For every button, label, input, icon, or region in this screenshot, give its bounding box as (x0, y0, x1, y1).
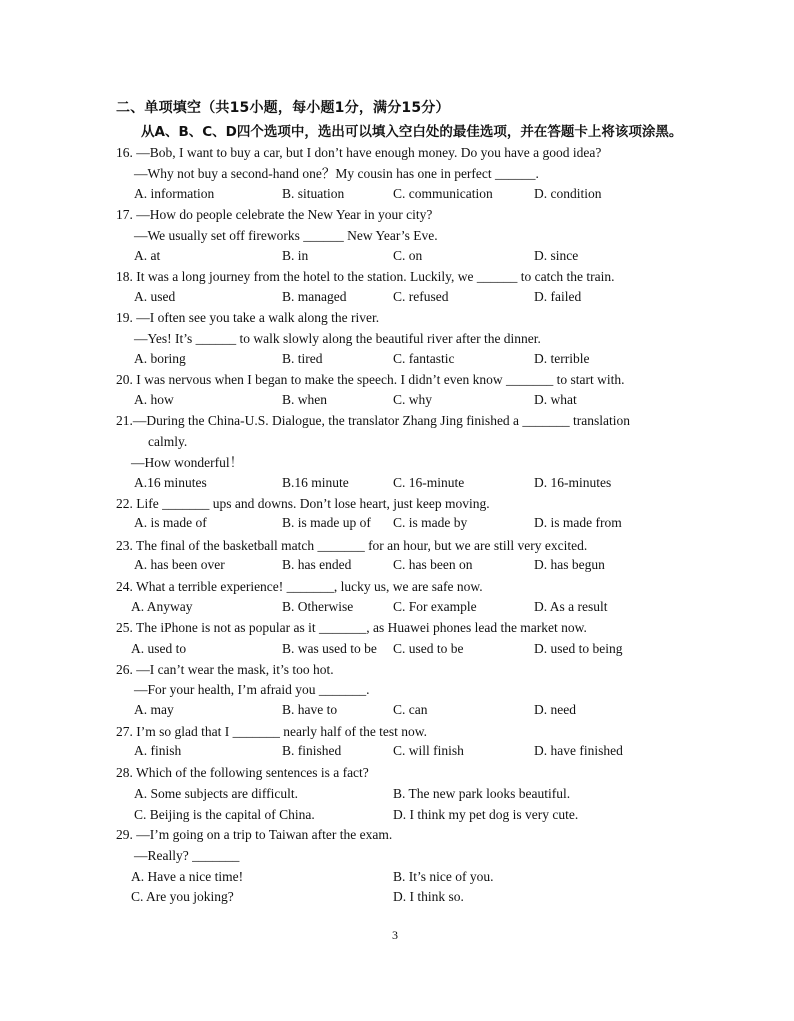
answer-option: A. has been over (134, 557, 225, 572)
question-stem: 28. Which of the following sentences is a fact? (116, 765, 369, 780)
question-stem: 25. The iPhone is not as popular as it _______, as Huawei phones lead the market now. (116, 620, 587, 635)
section-instruction: 从A、B、C、D四个选项中，选出可以填入空白处的最佳选项，并在答题卡上将该项涂黑。 (141, 124, 683, 140)
question-stem: 26. —I can’t wear the mask, it’s too hot. (116, 662, 334, 677)
answer-option: B. finished (282, 743, 342, 758)
answer-option: A. used to (131, 641, 187, 656)
answer-option: B. have to (282, 702, 338, 717)
answer-option: A. finish (134, 743, 182, 758)
answer-option: D. is made from (534, 515, 622, 530)
question-stem: 17. —How do people celebrate the New Year in your city? (116, 207, 433, 222)
answer-option: C. fantastic (393, 351, 455, 366)
answer-option: C. refused (393, 289, 449, 304)
question-line: —How wonderful！ (131, 455, 244, 470)
answer-option: D. 16-minutes (534, 475, 612, 490)
answer-option: B. is made up of (282, 515, 371, 530)
question-stem: 22. Life _______ ups and downs. Don’t lose heart, just keep moving. (116, 496, 490, 511)
question-stem: 21.—During the China-U.S. Dialogue, the translator Zhang Jing finished a _______ translation (116, 413, 631, 428)
answer-option: D. used to being (534, 641, 623, 656)
answer-option: B. Otherwise (282, 599, 354, 614)
answer-option: C. has been on (393, 557, 473, 572)
answer-option: A. may (134, 702, 174, 717)
answer-option: C. For example (393, 599, 477, 614)
question-stem: 19. —I often see you take a walk along the river. (116, 310, 380, 325)
answer-option: A. at (134, 248, 161, 263)
answer-option: D. As a result (534, 599, 608, 614)
answer-option: D. has begun (534, 557, 605, 572)
answer-option: B. situation (282, 186, 345, 201)
answer-option: D. since (534, 248, 579, 263)
answer-option: C. Are you joking? (131, 889, 234, 904)
answer-option: D. I think so. (393, 889, 464, 904)
answer-option: A. how (134, 392, 174, 407)
answer-option: A. is made of (134, 515, 207, 530)
answer-option: C. is made by (393, 515, 468, 530)
question-stem: 27. I’m so glad that I _______ nearly half of the test now. (116, 724, 428, 739)
answer-option: A. used (134, 289, 176, 304)
answer-option: D. failed (534, 289, 582, 304)
answer-option: D. have finished (534, 743, 623, 758)
question-stem: 24. What a terrible experience! _______, lucky us, we are safe now. (116, 579, 483, 594)
question-stem: 16. —Bob, I want to buy a car, but I don’t have enough money. Do you have a good idea? (116, 145, 602, 160)
answer-option: B. has ended (282, 557, 352, 572)
question-stem: 20. I was nervous when I began to make the speech. I didn’t even know _______ to start with. (116, 372, 625, 387)
answer-option: C. on (393, 248, 423, 263)
answer-option: D. need (534, 702, 576, 717)
question-line: —For your health, I’m afraid you _______. (134, 682, 370, 697)
question-line: —We usually set off fireworks ______ New Year’s Eve. (134, 228, 438, 243)
question-stem: 23. The final of the basketball match _______ for an hour, but we are still very excited. (116, 538, 588, 553)
answer-option: B. It’s nice of you. (393, 869, 494, 884)
question-line: —Yes! It’s ______ to walk slowly along the beautiful river after the dinner. (134, 331, 541, 346)
answer-option: B. in (282, 248, 309, 263)
answer-option: A. information (134, 186, 215, 201)
answer-option: C. why (393, 392, 433, 407)
question-stem: 29. —I’m going on a trip to Taiwan after the exam. (116, 827, 393, 842)
answer-option: D. what (534, 392, 577, 407)
answer-option: B. when (282, 392, 327, 407)
answer-option: C. 16-minute (393, 475, 465, 490)
question-line: —Really? _______ (134, 848, 240, 863)
page-number: 3 (392, 928, 398, 942)
answer-option: A.16 minutes (134, 475, 207, 490)
answer-option: C. will finish (393, 743, 464, 758)
answer-option: A. boring (134, 351, 186, 366)
answer-option: C. can (393, 702, 428, 717)
answer-option: B. The new park looks beautiful. (393, 786, 571, 801)
answer-option: A. Anyway (131, 599, 193, 614)
answer-option: C. used to be (393, 641, 464, 656)
answer-option: B. tired (282, 351, 323, 366)
answer-option: A. Have a nice time! (131, 869, 244, 884)
question-line: —Why not buy a second-hand one？My cousin has one in perfect ______. (134, 166, 539, 181)
answer-option: C. communication (393, 186, 493, 201)
answer-option: D. terrible (534, 351, 590, 366)
answer-option: C. Beijing is the capital of China. (134, 807, 315, 822)
answer-option: B. managed (282, 289, 347, 304)
question-stem: 18. It was a long journey from the hotel to the station. Luckily, we ______ to catch the train. (116, 269, 615, 284)
question-line: calmly. (148, 434, 188, 449)
section-title: 二、单项填空（共15小题，每小题1分，满分15分） (116, 100, 450, 116)
answer-option: B. was used to be (282, 641, 377, 656)
answer-option: B.16 minute (282, 475, 349, 490)
answer-option: D. I think my pet dog is very cute. (393, 807, 579, 822)
answer-option: D. condition (534, 186, 602, 201)
answer-option: A. Some subjects are difficult. (134, 786, 298, 801)
